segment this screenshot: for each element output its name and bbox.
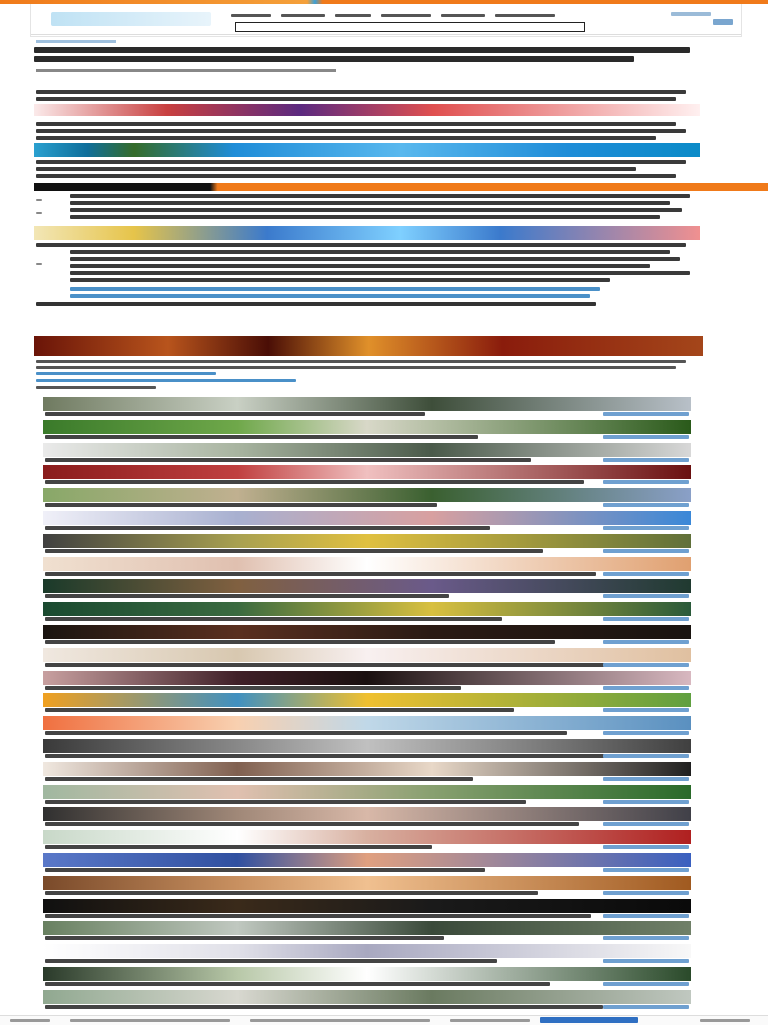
search-input[interactable] bbox=[235, 22, 585, 32]
breadcrumb[interactable] bbox=[36, 40, 116, 43]
login-link[interactable] bbox=[671, 12, 711, 16]
footer-link[interactable] bbox=[70, 1019, 230, 1022]
ad-banner-blue[interactable] bbox=[34, 143, 700, 157]
nav-item[interactable] bbox=[231, 14, 271, 17]
gallery-caption-row bbox=[43, 639, 691, 645]
gallery-caption-row bbox=[43, 890, 691, 896]
gallery-more-link[interactable] bbox=[603, 640, 689, 644]
gallery-caption-row bbox=[43, 844, 691, 850]
gallery-more-link[interactable] bbox=[603, 777, 689, 781]
title-line bbox=[34, 47, 690, 53]
title-line bbox=[34, 56, 634, 62]
gallery-thumbnail[interactable] bbox=[43, 785, 691, 799]
gallery-caption bbox=[45, 914, 591, 918]
gallery-caption bbox=[45, 1005, 603, 1009]
feature-banner[interactable] bbox=[34, 336, 703, 356]
gallery-thumbnail[interactable] bbox=[43, 579, 691, 593]
gallery-caption bbox=[45, 617, 502, 621]
gallery-caption bbox=[45, 594, 449, 598]
gallery-more-link[interactable] bbox=[603, 731, 689, 735]
gallery-caption-row bbox=[43, 411, 691, 417]
nav-item[interactable] bbox=[281, 14, 325, 17]
gallery-more-link[interactable] bbox=[603, 754, 689, 758]
gallery-caption bbox=[45, 800, 526, 804]
gallery-more-link[interactable] bbox=[603, 845, 689, 849]
promo-banner[interactable] bbox=[34, 183, 768, 191]
gallery-caption bbox=[45, 435, 478, 439]
gallery-thumbnail[interactable] bbox=[43, 762, 691, 776]
gallery-caption-row bbox=[43, 434, 691, 440]
gallery-caption bbox=[45, 640, 555, 644]
gallery-caption-row bbox=[43, 776, 691, 782]
header-divider bbox=[31, 34, 741, 35]
gallery-more-link[interactable] bbox=[603, 480, 689, 484]
gallery-caption bbox=[45, 754, 620, 758]
gallery-caption bbox=[45, 526, 490, 530]
gallery-more-link[interactable] bbox=[603, 663, 689, 667]
gallery-thumbnail[interactable] bbox=[43, 443, 691, 457]
gallery-caption-row bbox=[43, 958, 691, 964]
gallery-more-link[interactable] bbox=[603, 914, 689, 918]
gallery-more-link[interactable] bbox=[603, 594, 689, 598]
gallery-more-link[interactable] bbox=[603, 936, 689, 940]
footer-link[interactable] bbox=[10, 1019, 50, 1022]
gallery-caption-row bbox=[43, 707, 691, 713]
gallery-caption-row bbox=[43, 730, 691, 736]
nav-item[interactable] bbox=[495, 14, 555, 17]
byline bbox=[36, 69, 336, 72]
gallery-more-link[interactable] bbox=[603, 959, 689, 963]
gallery-thumbnail[interactable] bbox=[43, 534, 691, 548]
gallery-caption-row bbox=[43, 799, 691, 805]
gallery-more-link[interactable] bbox=[603, 982, 689, 986]
gallery-thumbnail[interactable] bbox=[43, 876, 691, 890]
gallery-caption bbox=[45, 959, 497, 963]
gallery-caption-row bbox=[43, 548, 691, 554]
gallery-caption bbox=[45, 708, 514, 712]
gallery-caption-row bbox=[43, 479, 691, 485]
gallery-caption bbox=[45, 412, 425, 416]
gallery-thumbnail[interactable] bbox=[43, 488, 691, 502]
gallery-thumbnail[interactable] bbox=[43, 899, 691, 913]
gallery-more-link[interactable] bbox=[603, 549, 689, 553]
gallery-caption-row bbox=[43, 457, 691, 463]
gallery-thumbnail[interactable] bbox=[43, 921, 691, 935]
gallery-thumbnail[interactable] bbox=[43, 853, 691, 867]
page-title bbox=[34, 45, 694, 65]
gallery-more-link[interactable] bbox=[603, 891, 689, 895]
nav-item[interactable] bbox=[441, 14, 485, 17]
gallery-thumbnail[interactable] bbox=[43, 465, 691, 479]
gallery-caption bbox=[45, 891, 538, 895]
footer-link[interactable] bbox=[700, 1019, 750, 1022]
gallery-thumbnail[interactable] bbox=[43, 625, 691, 639]
gallery-thumbnail[interactable] bbox=[43, 944, 691, 958]
gallery-caption bbox=[45, 458, 531, 462]
gallery-caption-row bbox=[43, 571, 691, 577]
gallery-thumbnail[interactable] bbox=[43, 397, 691, 411]
gallery-thumbnail[interactable] bbox=[43, 990, 691, 1004]
gallery-caption bbox=[45, 731, 567, 735]
gallery-caption bbox=[45, 549, 543, 553]
gallery-more-link[interactable] bbox=[603, 617, 689, 621]
gallery-caption-row bbox=[43, 502, 691, 508]
site-logo[interactable] bbox=[51, 12, 211, 26]
gallery-more-link[interactable] bbox=[603, 1005, 689, 1009]
gallery-caption bbox=[45, 480, 584, 484]
ad-banner-gradient[interactable] bbox=[34, 226, 700, 240]
gallery-caption-row bbox=[43, 981, 691, 987]
gallery-more-link[interactable] bbox=[603, 708, 689, 712]
gallery-caption-row bbox=[43, 867, 691, 873]
gallery-thumbnail[interactable] bbox=[43, 693, 691, 707]
gallery-caption-row bbox=[43, 913, 691, 919]
gallery-caption bbox=[45, 572, 596, 576]
gallery-thumbnail[interactable] bbox=[43, 557, 691, 571]
gallery-caption-row bbox=[43, 1004, 691, 1010]
gallery-caption-row bbox=[43, 525, 691, 531]
gallery-caption bbox=[45, 936, 444, 940]
gallery-thumbnail[interactable] bbox=[43, 511, 691, 525]
gallery-thumbnail[interactable] bbox=[43, 967, 691, 981]
site-header bbox=[30, 4, 742, 37]
gallery-caption bbox=[45, 822, 579, 826]
gallery-more-link[interactable] bbox=[603, 412, 689, 416]
gallery-caption bbox=[45, 777, 473, 781]
gallery-thumbnail[interactable] bbox=[43, 648, 691, 662]
gallery-thumbnail[interactable] bbox=[43, 671, 691, 685]
footer-link[interactable] bbox=[250, 1019, 430, 1022]
gallery-caption-row bbox=[43, 685, 691, 691]
gallery-more-link[interactable] bbox=[603, 868, 689, 872]
gallery-caption-row bbox=[43, 935, 691, 941]
ad-banner-red[interactable] bbox=[34, 104, 700, 116]
gallery-thumbnail[interactable] bbox=[43, 602, 691, 616]
gallery-thumbnail[interactable] bbox=[43, 739, 691, 753]
footer-button[interactable] bbox=[540, 1017, 638, 1023]
related-link[interactable] bbox=[70, 287, 600, 291]
gallery-caption-row bbox=[43, 821, 691, 827]
gallery-caption-row bbox=[43, 593, 691, 599]
related-link[interactable] bbox=[70, 294, 590, 298]
gallery-more-link[interactable] bbox=[603, 572, 689, 576]
nav-item[interactable] bbox=[381, 14, 431, 17]
gallery-thumbnail[interactable] bbox=[43, 420, 691, 434]
main-nav bbox=[231, 10, 581, 22]
gallery-caption bbox=[45, 663, 608, 667]
gallery-caption bbox=[45, 868, 485, 872]
gallery-thumbnail[interactable] bbox=[43, 807, 691, 821]
gallery-caption bbox=[45, 982, 550, 986]
footer-link[interactable] bbox=[450, 1019, 530, 1022]
gallery-more-link[interactable] bbox=[603, 503, 689, 507]
gallery-more-link[interactable] bbox=[603, 822, 689, 826]
gallery-more-link[interactable] bbox=[603, 686, 689, 690]
gallery-caption-row bbox=[43, 616, 691, 622]
gallery-more-link[interactable] bbox=[603, 435, 689, 439]
gallery-more-link[interactable] bbox=[603, 800, 689, 804]
gallery-caption-row bbox=[43, 753, 691, 759]
gallery-caption bbox=[45, 845, 432, 849]
gallery-more-link[interactable] bbox=[603, 458, 689, 462]
gallery-caption-row bbox=[43, 662, 691, 668]
gallery-thumbnail[interactable] bbox=[43, 830, 691, 844]
related-link[interactable] bbox=[36, 302, 596, 306]
gallery-more-link[interactable] bbox=[603, 526, 689, 530]
gallery-thumbnail[interactable] bbox=[43, 716, 691, 730]
gallery-caption bbox=[45, 503, 437, 507]
gallery-caption bbox=[45, 686, 461, 690]
menu-icon[interactable] bbox=[713, 19, 733, 25]
nav-item[interactable] bbox=[335, 14, 371, 17]
